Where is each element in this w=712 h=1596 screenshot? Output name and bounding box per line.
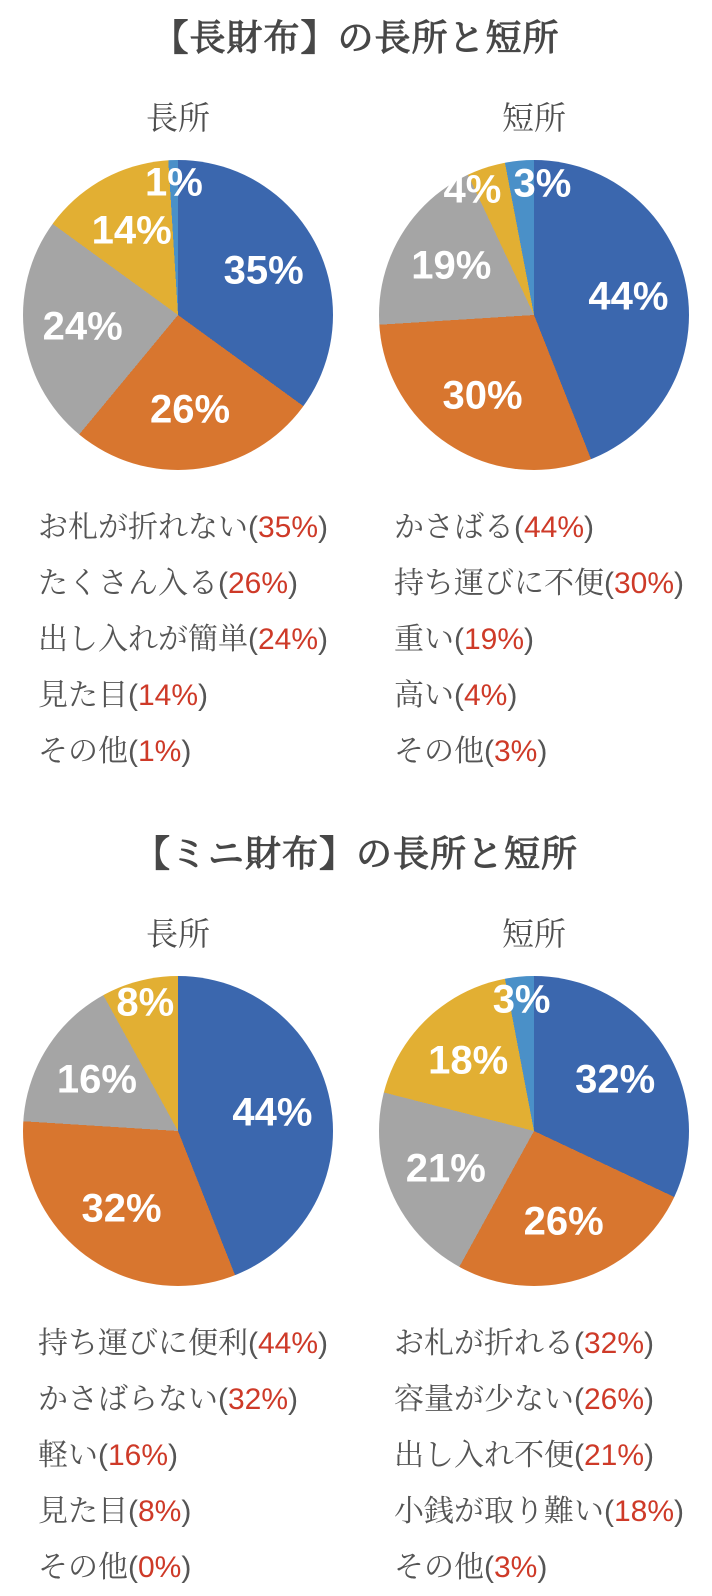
legend-label: 出し入れが簡単 [38, 623, 248, 656]
pie-slice-label: 19% [411, 243, 492, 288]
paren-open: ( [128, 679, 138, 712]
paren-close: ) [644, 1383, 655, 1416]
legend-mini-wallet-cons [356, 1316, 712, 1596]
legend-pct: 18% [614, 1495, 675, 1528]
legends-row-mini-wallet [0, 1316, 712, 1596]
legend-pct: 32% [228, 1383, 289, 1416]
legend-item [38, 1428, 356, 1484]
legend-item [394, 1316, 712, 1372]
pie-slice-label: 44% [588, 274, 669, 319]
pie-title-mini-wallet-pros: 長所 [145, 916, 210, 952]
pie-title-long-wallet-pros: 長所 [145, 100, 210, 136]
paren-close: ) [318, 623, 329, 656]
pie-title-long-wallet-cons: 短所 [501, 100, 566, 136]
legend-pct: 44% [258, 1327, 319, 1360]
pie-slice-label: 1% [144, 160, 203, 205]
legend-pct: 35% [258, 511, 319, 544]
paren-close: ) [318, 1327, 329, 1360]
paren-close: ) [168, 1439, 179, 1472]
chart-col-mini-wallet-pros [0, 916, 356, 1286]
legend-label: お札が折れる [394, 1327, 574, 1360]
paren-close: ) [644, 1327, 655, 1360]
legend-pct: 44% [524, 511, 585, 544]
section-mini-wallet [0, 832, 712, 1596]
legend-pct: 24% [258, 623, 319, 656]
pie-slice-label: 32% [81, 1186, 162, 1231]
legend-long-wallet-cons [356, 500, 712, 780]
paren-open: ( [128, 1551, 138, 1584]
section-title-mini-wallet: 【ミニ財布】の長所と短所 [133, 833, 578, 874]
legend-item [394, 1484, 712, 1540]
pie-slice-label: 4% [443, 167, 502, 212]
pie-slice-label: 26% [150, 387, 231, 432]
legend-item [38, 1372, 356, 1428]
legend-label: 持ち運びに不便 [394, 567, 604, 600]
paren-open: ( [454, 623, 464, 656]
legend-item [38, 724, 356, 780]
legend-pct: 3% [494, 735, 538, 768]
legends-row-long-wallet [0, 500, 712, 780]
paren-open: ( [604, 1495, 614, 1528]
legend-item [38, 1484, 356, 1540]
legend-pct: 4% [464, 679, 508, 712]
legend-label: 見た目 [38, 679, 128, 712]
paren-close: ) [181, 1551, 192, 1584]
paren-open: ( [574, 1439, 584, 1472]
paren-open: ( [454, 679, 464, 712]
paren-close: ) [674, 1495, 685, 1528]
legend-label: かさばらない [38, 1383, 218, 1416]
paren-close: ) [181, 735, 192, 768]
pie-slice-label: 44% [232, 1090, 313, 1135]
legend-mini-wallet-pros [0, 1316, 356, 1596]
legend-label: 容量が少ない [394, 1383, 574, 1416]
pie-long-wallet-pros [23, 160, 333, 470]
paren-close: ) [644, 1439, 655, 1472]
legend-pct: 0% [138, 1551, 182, 1584]
legend-label: 重い [394, 623, 454, 656]
paren-close: ) [507, 679, 518, 712]
pie-slice-label: 21% [405, 1146, 486, 1191]
legend-pct: 19% [464, 623, 525, 656]
legend-label: その他 [394, 1551, 484, 1584]
charts-row-mini-wallet [0, 916, 712, 1286]
chart-col-long-wallet-cons [356, 100, 712, 470]
legend-pct: 30% [614, 567, 675, 600]
legend-item [38, 1540, 356, 1596]
legend-item [394, 724, 712, 780]
legend-item [38, 500, 356, 556]
legend-pct: 1% [138, 735, 182, 768]
legend-item [394, 556, 712, 612]
paren-open: ( [248, 1327, 258, 1360]
pie-slice-label: 14% [91, 208, 172, 253]
paren-close: ) [288, 567, 299, 600]
legend-label: お札が折れない [38, 511, 248, 544]
pie-slice-label: 3% [513, 161, 572, 206]
legend-item [394, 1540, 712, 1596]
legend-label: 軽い [38, 1439, 98, 1472]
legend-item [394, 612, 712, 668]
paren-open: ( [514, 511, 524, 544]
pie-title-mini-wallet-cons: 短所 [501, 916, 566, 952]
legend-pct: 26% [584, 1383, 645, 1416]
paren-close: ) [537, 1551, 548, 1584]
legend-item [394, 668, 712, 724]
chart-col-long-wallet-pros [0, 100, 356, 470]
pie-slice-label: 32% [575, 1057, 656, 1101]
legend-label: 出し入れ不便 [394, 1439, 574, 1472]
legend-pct: 26% [228, 567, 289, 600]
legend-label: 小銭が取り難い [394, 1495, 604, 1528]
pie-slice-label: 24% [42, 304, 123, 349]
paren-close: ) [524, 623, 535, 656]
pie-slice-label: 18% [428, 1038, 509, 1083]
legend-item [38, 668, 356, 724]
legend-item [394, 1428, 712, 1484]
paren-open: ( [604, 567, 614, 600]
paren-open: ( [484, 1551, 494, 1584]
paren-open: ( [484, 735, 494, 768]
legend-item [38, 1316, 356, 1372]
paren-close: ) [674, 567, 685, 600]
legend-label: 持ち運びに便利 [38, 1327, 248, 1360]
legend-item [38, 556, 356, 612]
paren-open: ( [128, 1495, 138, 1528]
paren-open: ( [574, 1327, 584, 1360]
legend-label: 高い [394, 679, 454, 712]
section-long-wallet [0, 16, 712, 780]
pie-slice-label: 30% [442, 373, 523, 418]
paren-open: ( [574, 1383, 584, 1416]
paren-open: ( [248, 623, 258, 656]
paren-close: ) [198, 679, 209, 712]
paren-close: ) [537, 735, 548, 768]
paren-open: ( [248, 511, 258, 544]
legend-item [394, 500, 712, 556]
legend-pct: 8% [138, 1495, 182, 1528]
paren-open: ( [218, 1383, 228, 1416]
legend-pct: 14% [138, 679, 199, 712]
paren-open: ( [98, 1439, 108, 1472]
legend-long-wallet-pros [0, 500, 356, 780]
legend-label: その他 [38, 735, 128, 768]
legend-pct: 21% [584, 1439, 645, 1472]
pie-slice-label: 26% [523, 1199, 604, 1244]
pie-mini-wallet-cons [379, 976, 689, 1286]
legend-item [394, 1372, 712, 1428]
paren-close: ) [181, 1495, 192, 1528]
legend-pct: 32% [584, 1327, 645, 1360]
legend-label: その他 [394, 735, 484, 768]
paren-close: ) [584, 511, 595, 544]
pie-slice-label: 35% [223, 248, 304, 293]
pie-mini-wallet-pros [23, 976, 333, 1286]
paren-open: ( [128, 735, 138, 768]
legend-item [38, 612, 356, 668]
paren-open: ( [218, 567, 228, 600]
legend-label: 見た目 [38, 1495, 128, 1528]
pie-slice-label: 3% [492, 977, 551, 1022]
paren-close: ) [318, 511, 329, 544]
legend-label: かさばる [394, 511, 514, 544]
pie-slice-label: 8% [116, 980, 175, 1025]
legend-pct: 3% [494, 1551, 538, 1584]
legend-label: その他 [38, 1551, 128, 1584]
chart-col-mini-wallet-cons [356, 916, 712, 1286]
charts-row-long-wallet [0, 100, 712, 470]
legend-label: たくさん入る [38, 567, 218, 600]
legend-pct: 16% [108, 1439, 169, 1472]
section-title-long-wallet: 【長財布】の長所と短所 [152, 17, 560, 58]
pie-long-wallet-cons [379, 160, 689, 470]
pie-slice-label: 16% [56, 1057, 137, 1101]
paren-close: ) [288, 1383, 299, 1416]
